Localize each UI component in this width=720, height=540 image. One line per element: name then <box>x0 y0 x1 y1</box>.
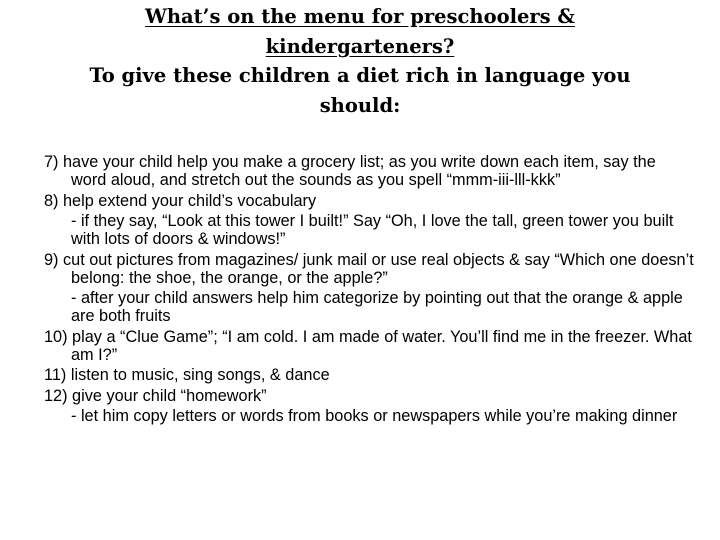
tip-12-detail: - let him copy letters or words from books or newspapers while you’re making dinner <box>71 407 678 426</box>
tip-8: 8) help extend your child’s vocabulary <box>44 191 317 210</box>
tip-10: 10) play a “Clue Game”; “I am cold. I am made of water. You’ll find me in the freezer. What am I?” <box>44 327 692 364</box>
tip-9: 9) cut out pictures from magazines/ junk mail or use real objects & say “Which one doesn’t belong: the shoe, the orange, or the apple?” <box>44 250 694 287</box>
tip-7: 7) have your child help you make a grocery list; as you write down each item, say the word aloud, and stretch out the sounds as you spell “mmm-iii-lll-kkk” <box>44 153 656 190</box>
title-line-1: What’s on the menu for preschoolers & <box>144 5 576 28</box>
slide-title <box>20 2 700 120</box>
tip-11: 11) listen to music, sing songs, & dance <box>44 366 330 385</box>
title-line-3: To give these children a diet rich in language you <box>89 64 631 87</box>
tips-list <box>44 153 694 428</box>
tip-9-detail: - after your child answers help him categorize by pointing out that the orange & apple are both fruits <box>71 289 683 326</box>
tip-12: 12) give your child “homework” <box>44 386 267 405</box>
title-line-4: should: <box>319 93 401 117</box>
title-line-2: kindergarteners? <box>265 34 455 58</box>
tip-8-detail: - if they say, “Look at this tower I built!” Say “Oh, I love the tall, green tower you built with lots of doors & windows!” <box>71 211 674 249</box>
